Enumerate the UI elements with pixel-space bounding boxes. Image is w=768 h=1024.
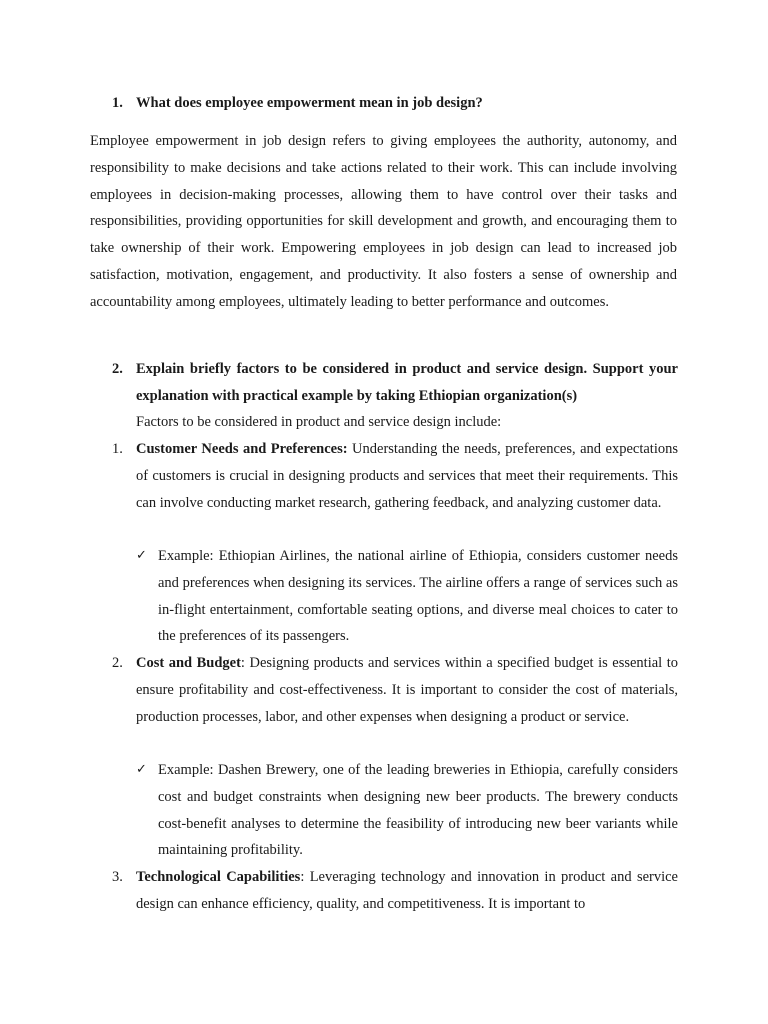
question-2-number: 2. [112,361,123,377]
factor-text: Understanding the needs, preferences, and expectations of customers is crucial in designing products and services that meet their requirements. This can involve conducting market research, gathering feedback, and analyzing customer data. [136,441,678,511]
factor-item-2 [112,650,678,730]
question-1-number: 1. [112,95,123,111]
factor-example-2 [136,757,678,864]
question-2-title: Explain briefly factors to be considered in product and service design. Support your explanation with practical example by taking Ethiopian organization(s) [136,361,678,404]
factor-term: Technological Capabilities [136,869,301,885]
example-text: Example: Ethiopian Airlines, the national airline of Ethiopia, considers customer needs and preferences when designing its services. The airline offers a range of services such as in-flight entertainment, comfortable seating options, and diverse meal choices to cater to the preferences of its passengers. [158,548,678,645]
factor-text: : Leveraging technology and innovation in product and service design can enhance efficiency, quality, and competitiveness. It is important to [136,869,678,912]
question-1-title: What does employee empowerment mean in job design? [136,95,483,111]
factor-number: 2. [112,655,123,671]
factor-number: 3. [112,869,123,885]
factor-term: Cost and Budget [136,655,241,671]
factor-item-1 [112,436,678,516]
factors-intro: Factors to be considered in product and service design include: [136,414,502,430]
question-1-answer: Employee empowerment in job design refers to giving employees the authority, autonomy, and responsibility to make decisions and take actions related to their work. This can include involving employees in decision-making processes, allowing them to have control over their tasks and responsibilities, providing opportunities for skill development and growth, and encouraging them to take ownership of their work. Empowering employees in job design can lead to increased job satisfaction, motivation, engagement, and productivity. It also fosters a sense of ownership and accountability among employees, ultimately leading to better performance and outcomes. [90,133,677,310]
factor-body [136,436,678,516]
factor-number: 1. [112,441,123,457]
checkmark-icon: ✓ [136,548,147,563]
factor-example-1 [136,543,678,650]
factor-text: : Designing products and services within a specified budget is essential to ensure profitability and cost-effectiveness. It is important to consider the cost of materials, production processes, labor, and other expenses when designing a product or service. [136,655,678,725]
factor-body [136,650,678,730]
factor-term: Customer Needs and Preferences: [136,441,348,457]
factor-body [136,864,678,918]
checkmark-icon: ✓ [136,762,147,777]
example-text: Example: Dashen Brewery, one of the leading breweries in Ethiopia, carefully considers cost and budget constraints when designing new beer products. The brewery conducts cost-benefit analyses to determine the feasibility of introducing new beer variants while maintaining profitability. [158,762,678,859]
factor-item-3 [112,864,678,918]
question-1-heading [112,94,682,112]
question-2-heading [112,356,678,410]
